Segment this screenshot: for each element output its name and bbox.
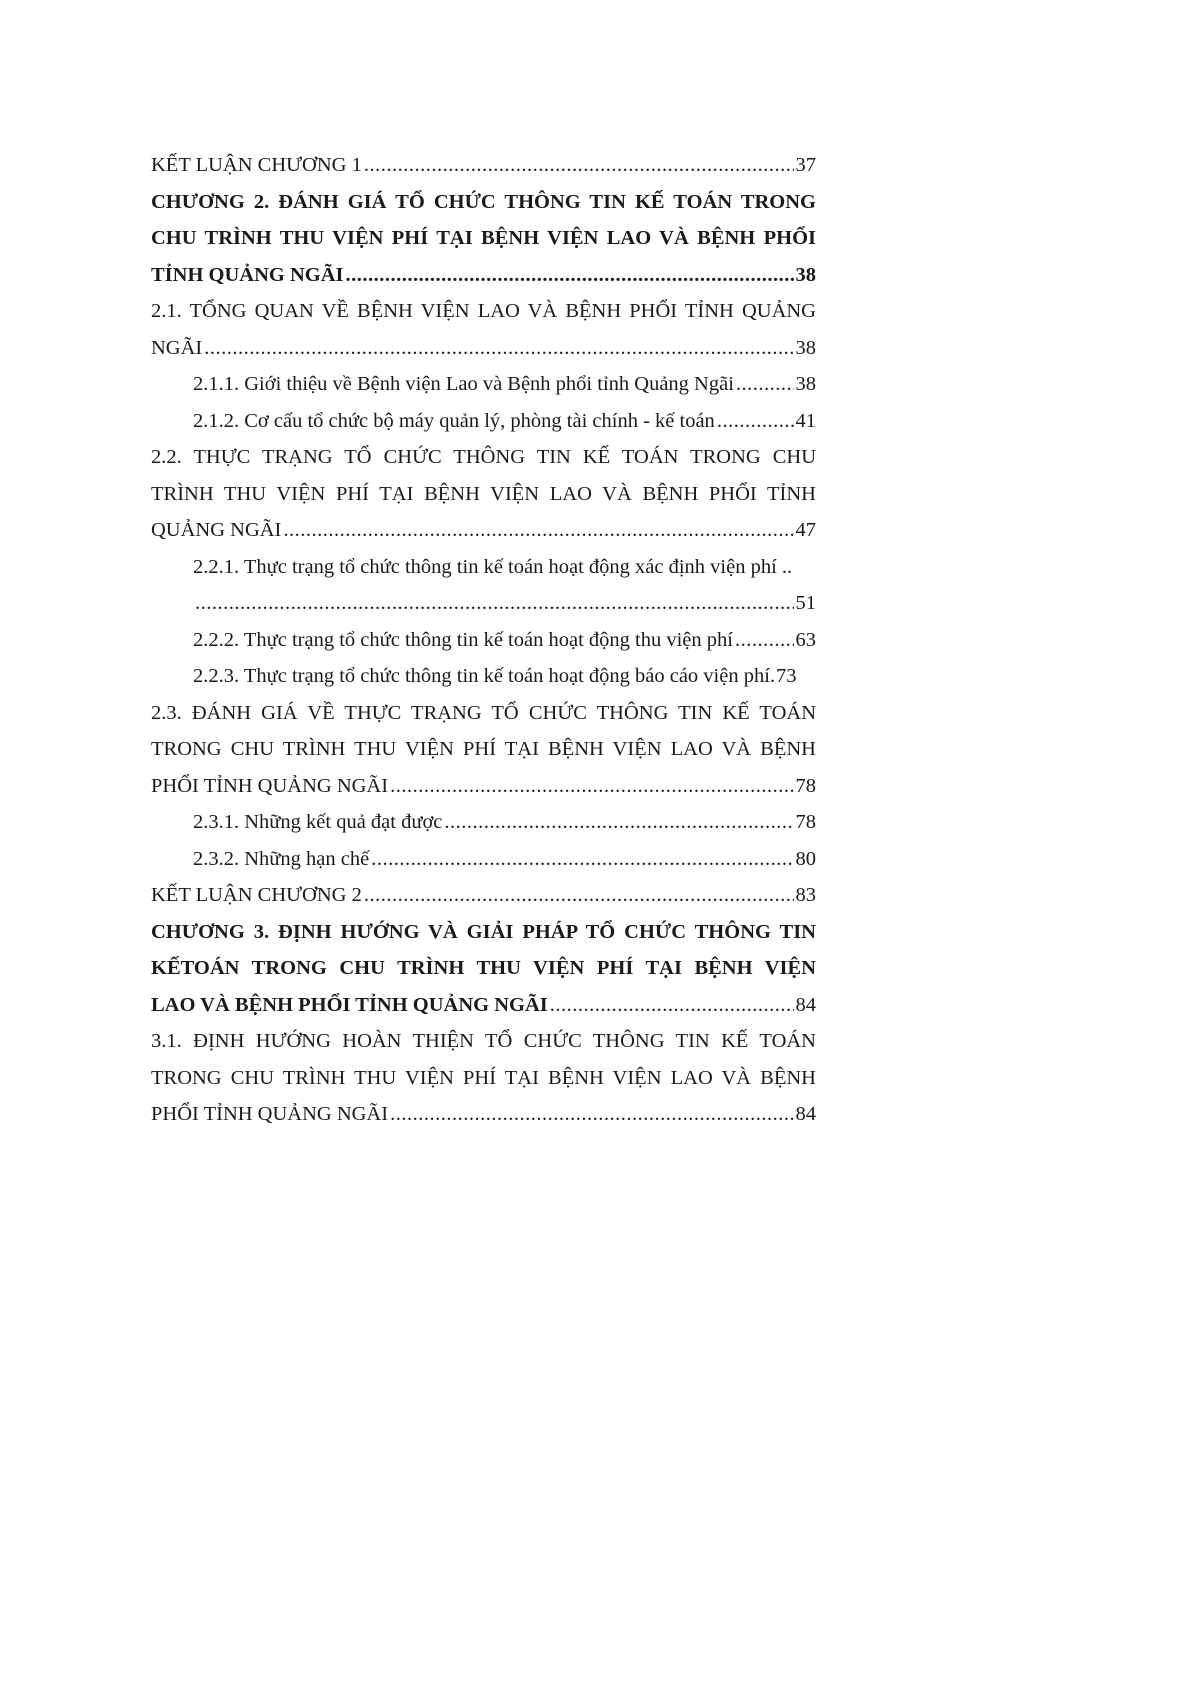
toc-page-number: 73 [775,665,797,687]
toc-entry-title: 2.3.1. Những kết quả đạt được [193,811,443,833]
toc-entry-title-line: CHƯƠNG 2. ĐÁNH GIÁ TỔ CHỨC THÔNG TIN KẾ TOÁN TRONG [151,190,816,213]
dot-leader [195,585,794,622]
table-of-contents [151,147,816,1133]
toc-entry-title: KẾT LUẬN CHƯƠNG 1 [151,154,362,176]
dot-leader [283,512,793,549]
toc-entry-2-1[interactable] [151,293,816,366]
toc-entry-title: NGÃI [151,336,203,359]
dot-leader [204,330,793,367]
toc-line [193,403,816,440]
toc-entry-title: QUẢNG NGÃI [151,519,282,541]
toc-entry-title: 2.1.1. Giới thiệu về Bệnh viện Lao và Bệnh phổi tỉnh Quảng Ngãi [193,373,734,395]
toc-line [151,257,816,294]
dot-leader [736,366,794,403]
toc-page-number: 78 [795,774,816,797]
toc-entry-2-2-2[interactable] [151,622,816,659]
toc-entry-title: LAO VÀ BỆNH PHỔI TỈNH QUẢNG NGÃI [151,993,548,1016]
toc-line [151,147,816,184]
toc-entry-title-line: TRÌNH THU VIỆN PHÍ TẠI BỆNH VIỆN LAO VÀ BỆNH PHỔI TỈNH [151,482,816,505]
toc-entry-title-line: 2.2. THỰC TRẠNG TỔ CHỨC THÔNG TIN KẾ TOÁN TRONG CHU [151,446,816,468]
toc-entry-ket-luan-chuong-2[interactable] [151,877,816,914]
toc-entry-title: 2.2.1. Thực trạng tổ chức thông tin kế toán hoạt động xác định viện phí .. [193,555,793,578]
toc-page-number: 83 [795,884,816,906]
dot-leader [444,804,793,841]
dot-leader [735,622,794,659]
toc-entry-chuong-3[interactable] [151,914,816,1024]
toc-page-number: 51 [795,592,816,614]
toc-entry-title: 2.1.2. Cơ cấu tổ chức bộ máy quản lý, phòng tài chính - kế toán [193,409,715,432]
dot-leader [346,257,794,294]
toc-page-number: 80 [795,847,816,870]
toc-page-number: 84 [795,993,816,1016]
dot-leader [364,877,794,914]
toc-entry-2-3-2[interactable] [151,841,816,878]
toc-page-number: 41 [795,409,816,432]
toc-entry-3-1[interactable] [151,1023,816,1133]
toc-entry-2-2-1[interactable] [151,549,816,622]
toc-line [193,585,816,622]
toc-page-number: 38 [795,263,816,286]
toc-page-number: 63 [795,628,816,651]
toc-line [193,366,816,403]
toc-line [151,512,816,549]
toc-entry-2-3-1[interactable] [151,804,816,841]
toc-entry-title: 2.3.2. Những hạn chế [193,847,370,870]
toc-entry-ket-luan-chuong-1[interactable] [151,147,816,184]
dot-leader [390,1096,793,1133]
toc-line [193,658,816,695]
toc-entry-title-line: TRONG CHU TRÌNH THU VIỆN PHÍ TẠI BỆNH VIỆN LAO VÀ BỆNH [151,1066,816,1089]
dot-leader [717,403,794,440]
dot-leader [364,147,794,184]
toc-line [151,768,816,805]
toc-entry-chuong-2[interactable] [151,184,816,294]
toc-page-number: 38 [795,373,816,395]
toc-line [151,1096,816,1133]
toc-line [193,804,816,841]
toc-entry-title: 2.2.2. Thực trạng tổ chức thông tin kế toán hoạt động thu viện phí [193,628,733,651]
toc-entry-title: PHỔI TỈNH QUẢNG NGÃI [151,774,389,797]
toc-page-number: 84 [795,1103,816,1125]
toc-entry-title: TỈNH QUẢNG NGÃI [151,263,344,286]
toc-line [193,549,816,586]
toc-entry-2-1-2[interactable] [151,403,816,440]
toc-line [193,622,816,659]
toc-entry-title-line: 2.3. ĐÁNH GIÁ VỀ THỰC TRẠNG TỔ CHỨC THÔNG TIN KẾ TOÁN [151,701,816,724]
toc-page-number: 78 [795,811,816,833]
toc-entry-2-2[interactable] [151,439,816,549]
toc-entry-title: 2.2.3. Thực trạng tổ chức thông tin kế toán hoạt động báo cáo viện phí [193,665,770,687]
toc-entry-title-line: 2.1. TỔNG QUAN VỀ BỆNH VIỆN LAO VÀ BỆNH PHỔI TỈNH QUẢNG [151,300,816,322]
toc-entry-title-line: 3.1. ĐỊNH HƯỚNG HOÀN THIỆN TỔ CHỨC THÔNG TIN KẾ TOÁN [151,1030,816,1052]
toc-entry-title-line: KẾTOÁN TRONG CHU TRÌNH THU VIỆN PHÍ TẠI BỆNH VIỆN [151,957,816,979]
toc-line [151,877,816,914]
toc-entry-title: KẾT LUẬN CHƯƠNG 2 [151,884,362,906]
toc-entry-title-line: CHƯƠNG 3. ĐỊNH HƯỚNG VÀ GIẢI PHÁP TỔ CHỨC THÔNG TIN [151,920,816,943]
toc-entry-title-line: CHU TRÌNH THU VIỆN PHÍ TẠI BỆNH VIỆN LAO VÀ BỆNH PHỔI [151,227,816,249]
toc-line [193,841,816,878]
toc-entry-title: PHỔI TỈNH QUẢNG NGÃI [151,1103,389,1125]
dot-leader [390,768,793,805]
dot-leader [371,841,793,878]
dot-leader [550,987,794,1024]
toc-entry-2-1-1[interactable] [151,366,816,403]
toc-entry-2-2-3[interactable] [151,658,816,695]
toc-line [151,987,816,1024]
toc-page-number: 37 [795,154,816,176]
toc-entry-2-3[interactable] [151,695,816,805]
toc-line [151,330,816,367]
toc-entry-title-line: TRONG CHU TRÌNH THU VIỆN PHÍ TẠI BỆNH VIỆN LAO VÀ BỆNH [151,738,816,760]
toc-page-number: 47 [795,519,816,541]
toc-page-number: 38 [795,336,816,359]
